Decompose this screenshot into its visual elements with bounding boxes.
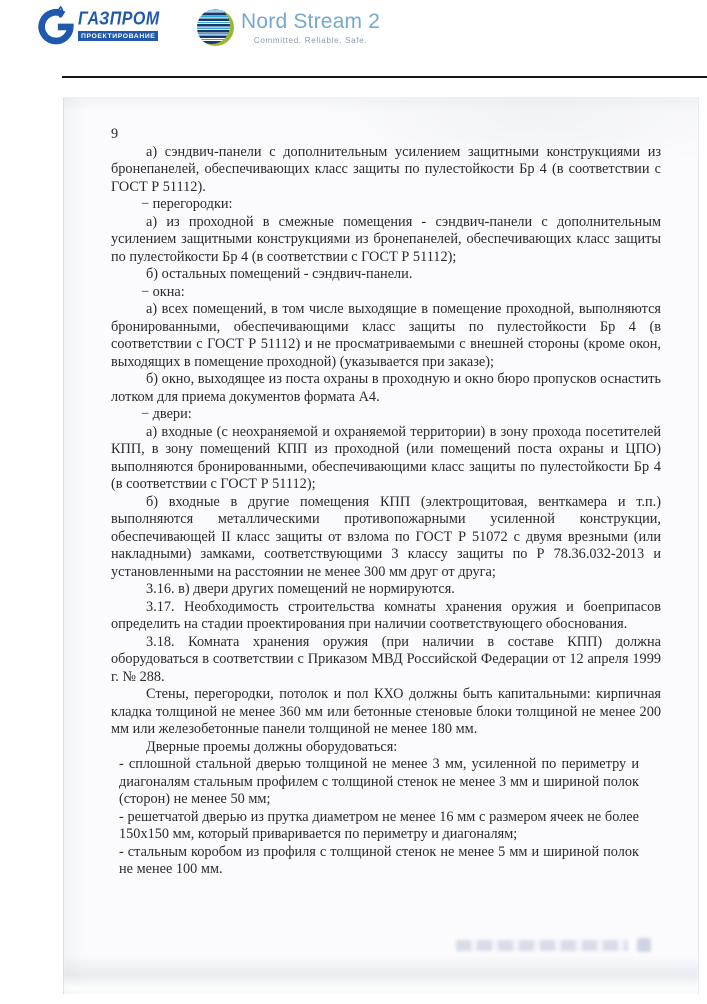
- gazprom-wordmark: ГАЗПРОМ: [78, 9, 160, 30]
- list-item: − перегородки:: [141, 196, 233, 212]
- nordstream2-wordmark: Nord Stream 2: [241, 10, 381, 33]
- header: [0, 0, 707, 76]
- paragraph: Стены, перегородки, потолок и пол КХО должны быть капитальными: кирпичная кладка толщиной не менее 360 мм или бетонные стеновые блоки толщиной не менее 200 мм или железобетонные панели толщиной не менее 180 мм.: [111, 686, 661, 737]
- gazprom-subtitle: ПРОЕКТИРОВАНИЕ: [78, 31, 158, 41]
- nordstream2-logo: [197, 9, 380, 46]
- list-item: − окна:: [141, 283, 185, 300]
- paragraph: Дверные проемы должны оборудоваться:: [146, 738, 398, 755]
- paragraph: 3.16. в) двери других помещений не нормируются.: [146, 581, 455, 597]
- scanned-document-page: [63, 97, 699, 994]
- paragraph: б) окно, выходящее из поста охраны в проходную и окно бюро пропусков оснастить лотком для приема документов формата А4.: [111, 371, 661, 405]
- faint-stamp: [456, 940, 628, 951]
- paragraph: а) из проходной в смежные помещения - сэндвич-панели с дополнительным усилением защитными конструкциями из бронепанелей, обеспечивающих класс защиты по пулестойкости Бр 4 (в соответствии с ГОСТ Р 51112);: [111, 213, 661, 265]
- paragraph: 3.18. Комната хранения оружия (при наличии в составе КПП) должна оборудоваться в соответствии с Приказом МВД Российской Федерации от 12 апреля 1999 г. № 288.: [111, 633, 661, 685]
- gazprom-logo: [34, 5, 160, 47]
- list-item: - стальным коробом из профиля с толщиной стенок не менее 5 мм и шириной полок не менее 100 мм.: [119, 843, 639, 877]
- paragraph: б) остальных помещений - сэндвич-панели.: [146, 266, 413, 282]
- header-divider: [62, 76, 707, 78]
- list-item: − двери:: [141, 406, 192, 422]
- document-body: [64, 98, 698, 879]
- paragraph: а) всех помещений, в том числе выходящие в помещение проходной, выполняются бронированными, обеспечивающими класс защиты по пулестойкости Бр 4 (в соответствии с ГОСТ Р 51112) и не просматриваемыми с внешней стороны (кроме окон, выходящих в помещение проходной) (указывается при заказе);: [111, 301, 661, 370]
- nordstream2-globe-icon: [197, 9, 234, 46]
- list-item: - решетчатой дверью из прутка диаметром не менее 16 мм с размером ячеек не более 150х150 мм, который приваривается по периметру и диагоналям;: [119, 808, 639, 842]
- nordstream2-tagline: Committed. Reliable. Safe.: [253, 36, 368, 45]
- list-item: - сплошной стальной дверью толщиной не менее 3 мм, усиленной по периметру и диагоналям стальным профилем с толщиной стенок не менее 3 мм и шириной полок (сторон) не менее 50 мм;: [119, 756, 639, 807]
- paragraph: 3.17. Необходимость строительства комнаты хранения оружия и боеприпасов определить на стадии проектирования при наличии соответствующего обоснования.: [111, 598, 661, 632]
- paragraph: а) входные (с неохраняемой и охраняемой территории) в зону прохода посетителей КПП, в зону помещений КПП из проходной (или помещений поста охраны и ЦПО) выполняются бронированными, обеспечивающими класс защиты по пулестойкости Бр 4 (в соответствии с ГОСТ Р 51112);: [111, 423, 661, 492]
- paragraph: б) входные в другие помещения КПП (электрощитовая, венткамера и т.п.) выполняются металлическими противопожарными усиленной конструкции, обеспечивающей II класс защиты от взлома по ГОСТ Р 51072 с двумя врезными (или накладными) замками, соответствующими 3 классу защиты по Р 78.36.032-2013 и установленными на расстоянии не менее 300 мм друг от друга;: [111, 493, 661, 580]
- gazprom-flame-icon: [34, 5, 76, 47]
- paragraph: а) сэндвич-панели с дополнительным усилением защитными конструкциями из бронепанелей, обеспечивающих класс защиты по пулестойкости Бр 4 (в соответствии с ГОСТ Р 51112).: [111, 143, 661, 195]
- page-number: 9: [111, 126, 119, 142]
